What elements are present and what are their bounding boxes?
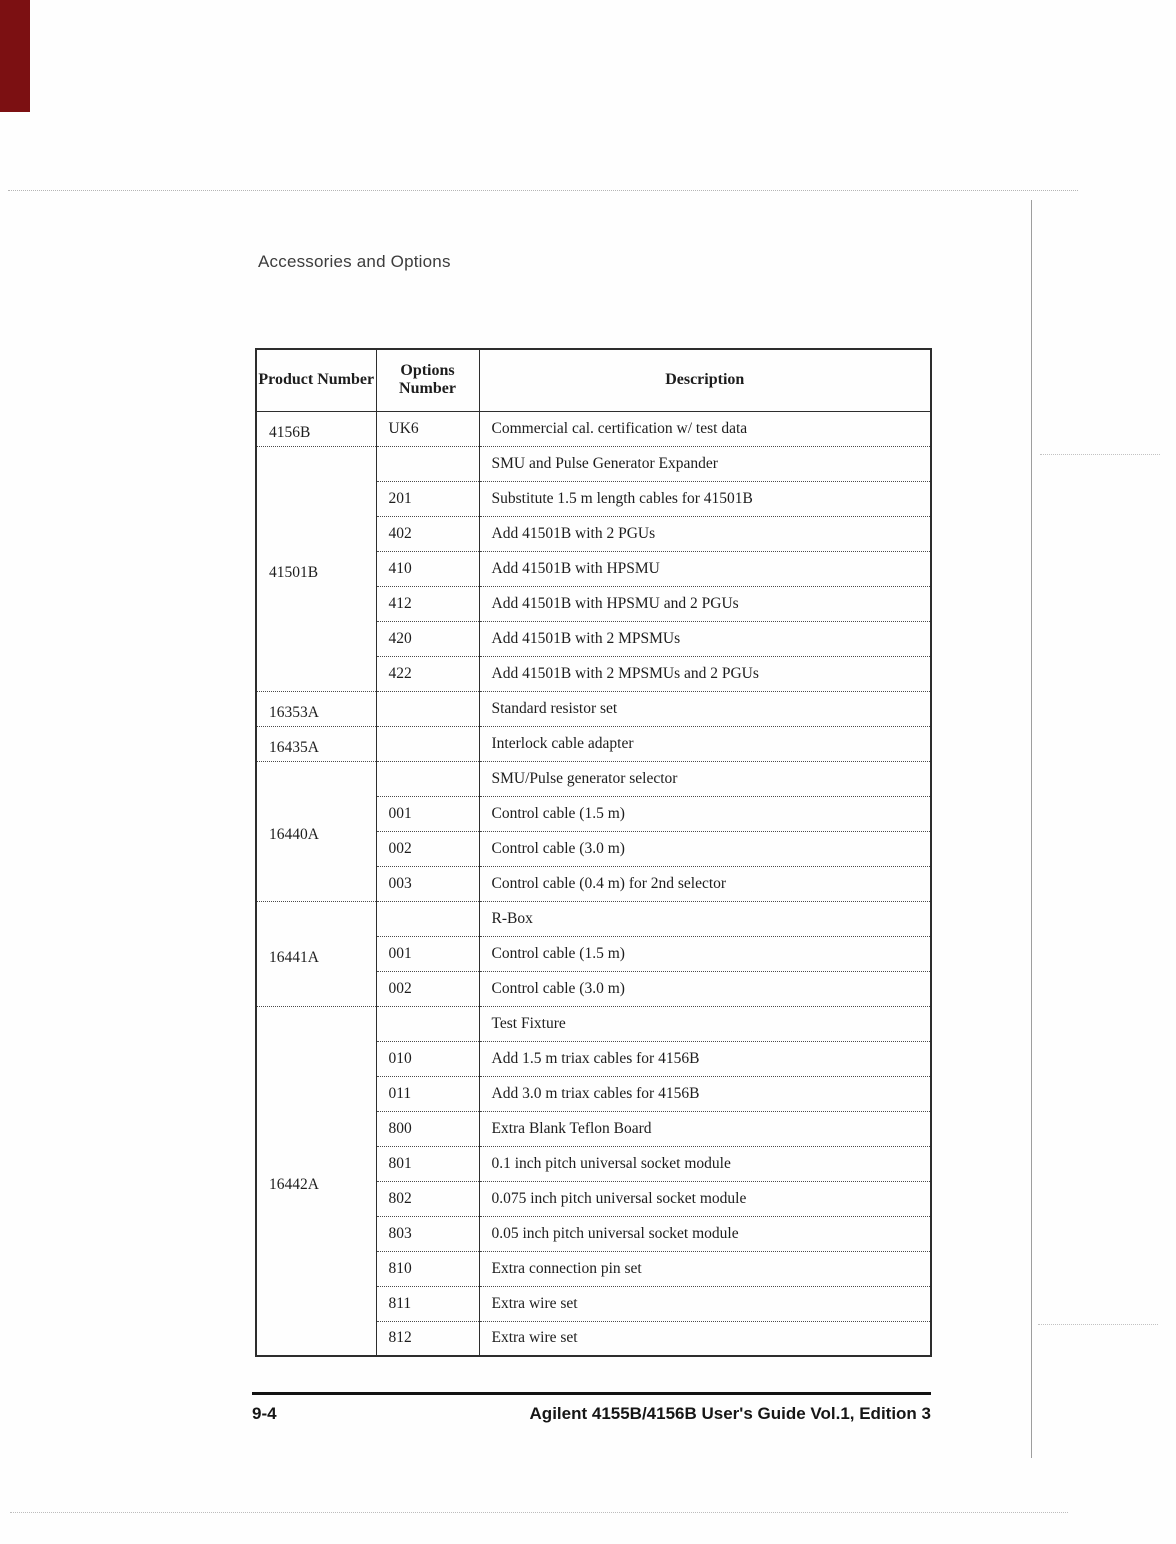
description-cell: R-Box (479, 901, 931, 936)
description-cell: Substitute 1.5 m length cables for 41501B (479, 481, 931, 516)
table-row (256, 761, 931, 796)
option-cell: 802 (376, 1181, 479, 1216)
option-cell: 812 (376, 1321, 479, 1356)
product-cell: 41501B (256, 446, 376, 691)
accessories-options-table (255, 348, 932, 1357)
option-cell: 803 (376, 1216, 479, 1251)
option-cell: 002 (376, 971, 479, 1006)
description-cell: 0.075 inch pitch universal socket module (479, 1181, 931, 1216)
product-cell: 16442A (256, 1006, 376, 1356)
option-cell: 001 (376, 936, 479, 971)
footer-rule (252, 1392, 931, 1395)
running-header: Accessories and Options (258, 252, 451, 271)
option-cell: 201 (376, 481, 479, 516)
description-cell: Add 41501B with HPSMU and 2 PGUs (479, 586, 931, 621)
accessories-table-wrap (255, 348, 932, 1357)
description-cell: Add 1.5 m triax cables for 4156B (479, 1041, 931, 1076)
scan-artifact-top-line (8, 190, 1078, 191)
column-header-product-number: Product Number (256, 349, 376, 411)
option-cell (376, 761, 479, 796)
table-row (256, 411, 931, 446)
option-cell: 002 (376, 831, 479, 866)
product-cell: 16440A (256, 761, 376, 901)
description-cell: Commercial cal. certification w/ test data (479, 411, 931, 446)
option-cell: 800 (376, 1111, 479, 1146)
table-row (256, 446, 931, 481)
description-cell: Add 3.0 m triax cables for 4156B (479, 1076, 931, 1111)
option-cell (376, 1006, 479, 1041)
description-cell: 0.05 inch pitch universal socket module (479, 1216, 931, 1251)
product-cell: 4156B (256, 411, 376, 446)
description-cell: Extra wire set (479, 1321, 931, 1356)
scan-artifact-margin-dash (1040, 454, 1160, 455)
table-row (256, 691, 931, 726)
description-cell: Control cable (1.5 m) (479, 936, 931, 971)
description-cell: Interlock cable adapter (479, 726, 931, 761)
product-cell: 16441A (256, 901, 376, 1006)
description-cell: Control cable (0.4 m) for 2nd selector (479, 866, 931, 901)
option-cell: 422 (376, 656, 479, 691)
description-cell: Add 41501B with 2 MPSMUs and 2 PGUs (479, 656, 931, 691)
description-cell: Extra connection pin set (479, 1251, 931, 1286)
column-header-description: Description (479, 349, 931, 411)
product-cell: 16353A (256, 691, 376, 726)
binder-spine-bar (0, 0, 30, 112)
table-row (256, 1006, 931, 1041)
option-cell (376, 901, 479, 936)
page-edge-shadow (1031, 200, 1032, 1458)
description-cell: Test Fixture (479, 1006, 931, 1041)
scan-artifact-margin-dash (1038, 1324, 1158, 1325)
description-cell: Add 41501B with HPSMU (479, 551, 931, 586)
description-cell: SMU/Pulse generator selector (479, 761, 931, 796)
option-cell: 003 (376, 866, 479, 901)
description-cell: Extra wire set (479, 1286, 931, 1321)
option-cell: 001 (376, 796, 479, 831)
description-cell: Standard resistor set (479, 691, 931, 726)
description-cell: 0.1 inch pitch universal socket module (479, 1146, 931, 1181)
option-cell: 811 (376, 1286, 479, 1321)
option-cell: 410 (376, 551, 479, 586)
description-cell: Add 41501B with 2 PGUs (479, 516, 931, 551)
option-cell: 810 (376, 1251, 479, 1286)
option-cell (376, 446, 479, 481)
option-cell (376, 726, 479, 761)
option-cell: 402 (376, 516, 479, 551)
table-row (256, 726, 931, 761)
footer-page-number: 9-4 (252, 1404, 277, 1423)
footer-title: Agilent 4155B/4156B User's Guide Vol.1, Edition 3 (529, 1404, 931, 1423)
option-cell: 420 (376, 621, 479, 656)
product-cell: 16435A (256, 726, 376, 761)
description-cell: Control cable (3.0 m) (479, 831, 931, 866)
description-cell: Control cable (1.5 m) (479, 796, 931, 831)
option-cell: 010 (376, 1041, 479, 1076)
option-cell: UK6 (376, 411, 479, 446)
description-cell: Add 41501B with 2 MPSMUs (479, 621, 931, 656)
table-header-row (256, 349, 931, 411)
description-cell: Extra Blank Teflon Board (479, 1111, 931, 1146)
table-row (256, 901, 931, 936)
description-cell: Control cable (3.0 m) (479, 971, 931, 1006)
scan-artifact-bottom-line (10, 1512, 1068, 1513)
option-cell (376, 691, 479, 726)
option-cell: 801 (376, 1146, 479, 1181)
column-header-options-number: Options Number (376, 349, 479, 411)
option-cell: 412 (376, 586, 479, 621)
description-cell: SMU and Pulse Generator Expander (479, 446, 931, 481)
option-cell: 011 (376, 1076, 479, 1111)
